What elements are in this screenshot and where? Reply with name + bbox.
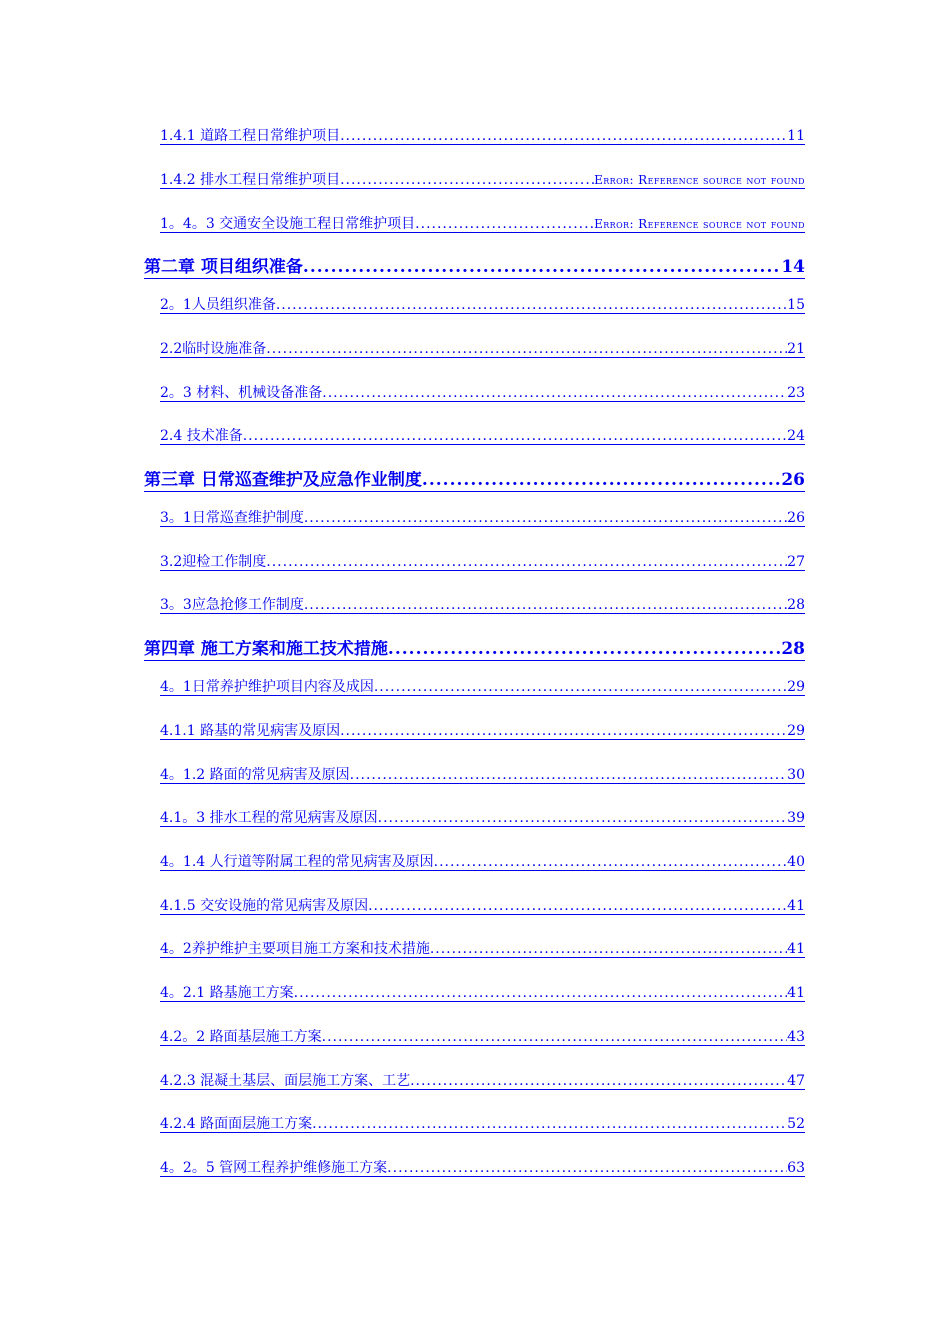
toc-entry-4-2-1[interactable] [160, 985, 805, 1002]
toc-page-number: 28 [781, 640, 805, 659]
toc-page-number: 63 [787, 1160, 805, 1176]
toc-entry-label: 4.1。3 排水工程的常见病害及原因 [160, 810, 378, 826]
toc-page-error: Error: Reference source not found [594, 173, 805, 187]
toc-entry-4-2-2[interactable] [160, 1029, 805, 1046]
toc-leader-dots [340, 172, 594, 188]
toc-page-number: 29 [787, 723, 805, 739]
toc-entry-4-1-3[interactable] [160, 810, 805, 827]
toc-page-number: 41 [787, 898, 805, 914]
toc-leader-dots [422, 471, 781, 491]
toc-entry-2-1[interactable] [160, 297, 805, 314]
toc-leader-dots [322, 385, 787, 401]
toc-leader-dots [266, 341, 787, 357]
toc-leader-dots [387, 1160, 787, 1176]
toc-page-number: 15 [787, 297, 805, 313]
toc-page-number: 43 [787, 1029, 805, 1045]
toc-chapter-3[interactable] [144, 471, 805, 492]
toc-entry-1-4-2[interactable] [160, 172, 805, 189]
toc-entry-4-2[interactable] [160, 941, 805, 958]
toc-entry-4-1-4[interactable] [160, 854, 805, 871]
toc-entry-4-1-2[interactable] [160, 767, 805, 784]
toc-leader-dots [304, 597, 787, 613]
toc-entry-3-3[interactable] [160, 597, 805, 614]
toc-entry-label: 4.2。2 路面基层施工方案 [160, 1029, 322, 1045]
toc-chapter-4[interactable] [144, 640, 805, 661]
toc-entry-label: 4.2.3 混凝土基层、面层施工方案、工艺 [160, 1073, 411, 1089]
toc-leader-dots [340, 128, 787, 144]
toc-page-number: 23 [787, 385, 805, 401]
toc-page-number: 41 [787, 941, 805, 957]
toc-leader-dots [388, 640, 781, 660]
toc-leader-dots [294, 985, 788, 1001]
toc-leader-dots [374, 679, 787, 695]
toc-entry-label: 1.4.2 排水工程日常维护项目 [160, 172, 341, 188]
toc-entry-4-1-5[interactable] [160, 898, 805, 915]
toc-entry-label: 4。1日常养护维护项目内容及成因 [160, 679, 374, 695]
toc-leader-dots [378, 810, 788, 826]
toc-leader-dots [303, 258, 781, 278]
toc-page-number: 14 [781, 258, 805, 277]
toc-page-number: 21 [787, 341, 805, 357]
toc-page-number: 30 [787, 767, 805, 783]
toc-leader-dots [276, 297, 787, 313]
toc-chapter-label: 第四章 施工方案和施工技术措施 [144, 640, 388, 659]
toc-entry-label: 3。3应急抢修工作制度 [160, 597, 304, 613]
toc-entry-label: 4.2.4 路面面层施工方案 [160, 1116, 313, 1132]
toc-chapter-label: 第三章 日常巡查维护及应急作业制度 [144, 471, 422, 490]
toc-page-error: Error: Reference source not found [594, 217, 805, 231]
toc-entry-2-4[interactable] [160, 428, 805, 445]
toc-chapter-2[interactable] [144, 258, 805, 279]
toc-leader-dots [340, 723, 787, 739]
toc-entry-label: 3.2迎检工作制度 [160, 554, 267, 570]
toc-entry-label: 1.4.1 道路工程日常维护项目 [160, 128, 341, 144]
toc-entry-label: 1。4。3 交通安全设施工程日常维护项目 [160, 216, 416, 232]
toc-entry-2-3[interactable] [160, 385, 805, 402]
toc-page-number: 24 [787, 428, 805, 444]
toc-page-number: 47 [787, 1073, 805, 1089]
toc-entry-label: 4.1.1 路基的常见病害及原因 [160, 723, 341, 739]
toc-page-number: 52 [787, 1116, 805, 1132]
toc-leader-dots [430, 941, 787, 957]
toc-entry-4-2-4[interactable] [160, 1116, 805, 1133]
toc-page-number: 26 [781, 471, 805, 490]
toc-entry-4-2-3[interactable] [160, 1073, 805, 1090]
toc-entry-label: 4。2养护维护主要项目施工方案和技术措施 [160, 941, 430, 957]
toc-leader-dots [415, 216, 594, 232]
toc-leader-dots [350, 767, 788, 783]
toc-page-number: 41 [787, 985, 805, 1001]
toc-page-number: 29 [787, 679, 805, 695]
toc-entry-label: 4。2.1 路基施工方案 [160, 985, 294, 1001]
toc-entry-4-1-1[interactable] [160, 723, 805, 740]
toc-page-number: 40 [787, 854, 805, 870]
toc-leader-dots [368, 898, 787, 914]
toc-entry-label: 4。1.2 路面的常见病害及原因 [160, 767, 350, 783]
toc-entry-label: 3。1日常巡查维护制度 [160, 510, 304, 526]
toc-leader-dots [322, 1029, 788, 1045]
toc-entry-label: 4。1.4 人行道等附属工程的常见病害及原因 [160, 854, 434, 870]
toc-entry-1-4-1[interactable] [160, 128, 805, 145]
toc-entry-2-2[interactable] [160, 341, 805, 358]
toc-entry-label: 2。1人员组织准备 [160, 297, 276, 313]
toc-entry-label: 2.2临时设施准备 [160, 341, 267, 357]
toc-entry-4-1[interactable] [160, 679, 805, 696]
toc-leader-dots [434, 854, 788, 870]
toc-entry-3-1[interactable] [160, 510, 805, 527]
toc-entry-4-2-5[interactable] [160, 1160, 805, 1177]
toc-page-number: 39 [787, 810, 805, 826]
toc-entry-label: 4。2。5 管网工程养护维修施工方案 [160, 1160, 388, 1176]
toc-leader-dots [410, 1073, 787, 1089]
toc-leader-dots [304, 510, 787, 526]
toc-page-number: 11 [787, 128, 805, 144]
toc-page-number: 28 [787, 597, 805, 613]
toc-entry-label: 4.1.5 交安设施的常见病害及原因 [160, 898, 369, 914]
toc-entry-3-2[interactable] [160, 554, 805, 571]
toc-leader-dots [243, 428, 787, 444]
toc-entry-label: 2。3 材料、机械设备准备 [160, 385, 323, 401]
toc-entry-label: 2.4 技术准备 [160, 428, 243, 444]
toc-chapter-label: 第二章 项目组织准备 [144, 258, 303, 277]
toc-leader-dots [266, 554, 787, 570]
toc-entry-1-4-3[interactable] [160, 216, 805, 233]
toc-leader-dots [312, 1116, 787, 1132]
toc-page-number: 26 [787, 510, 805, 526]
toc-page-number: 27 [787, 554, 805, 570]
